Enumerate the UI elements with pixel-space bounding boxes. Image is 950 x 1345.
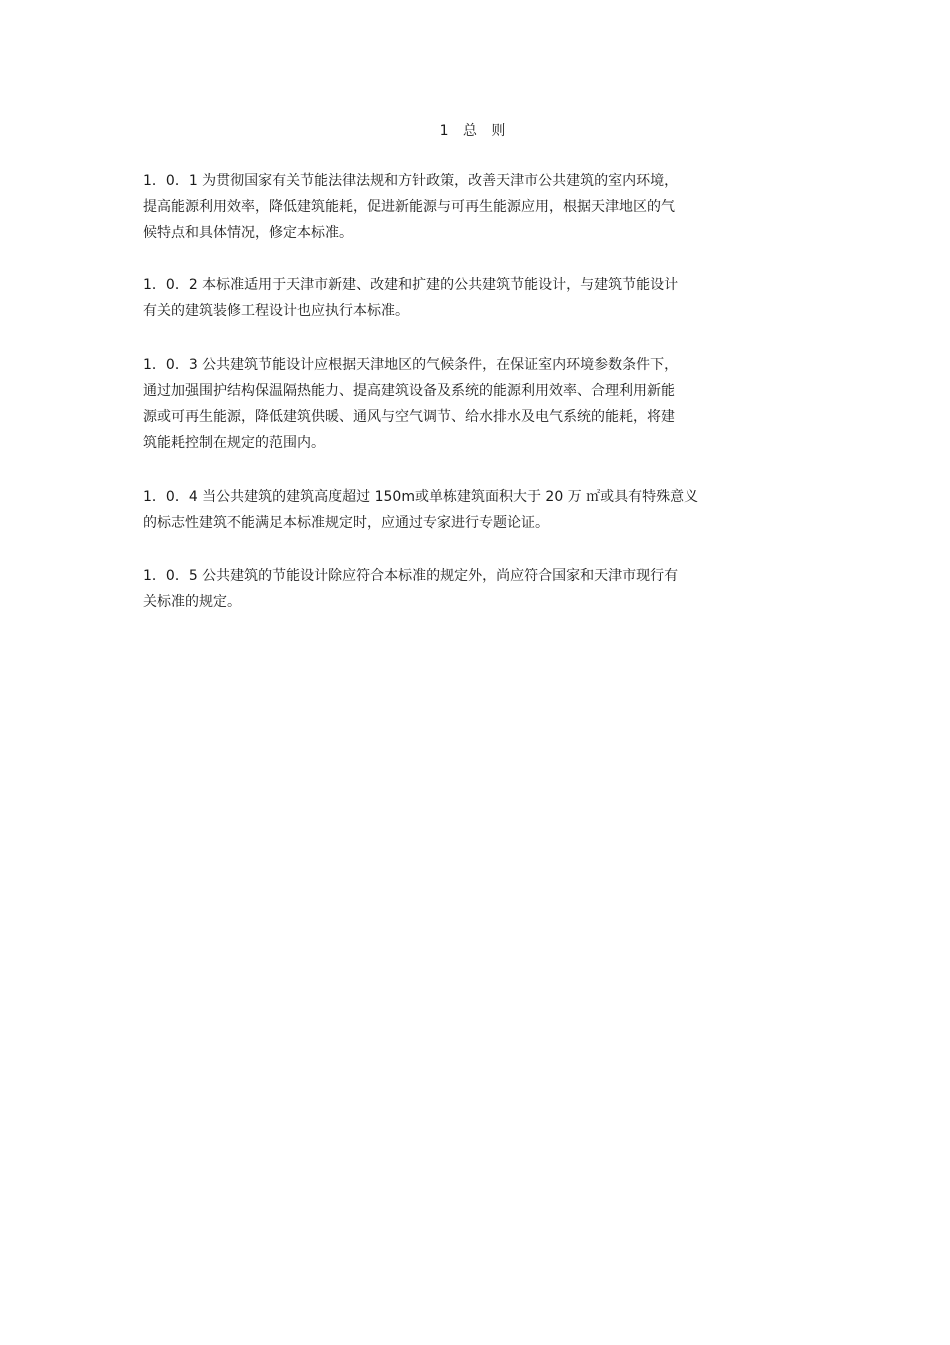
clause-1-0-3 [143,352,678,456]
clause-line: 提高能源利用效率，降低建筑能耗，促进新能源与可再生能源应用，根据天津地区的气 [143,199,675,215]
clause-line: 1．0．3 公共建筑节能设计应根据天津地区的气候条件，在保证室内环境参数条件下， [143,357,679,373]
page-title: 1 总 则 [439,123,511,139]
clause-line: 有关的建筑装修工程设计也应执行本标准。 [143,303,409,319]
clause-line: 1．0．4 当公共建筑的建筑高度超过 150m或单栋建筑面积大于 20 万 ㎡或具有特殊意义 [143,489,699,505]
clause-1-0-5 [143,563,678,615]
clause-line: 筑能耗控制在规定的范围内。 [143,435,325,451]
clause-1-0-1 [143,168,678,246]
clause-1-0-2 [143,272,678,324]
clause-line: 1．0．2 本标准适用于天津市新建、改建和扩建的公共建筑节能设计，与建筑节能设计 [143,277,679,293]
clause-line: 1．0．5 公共建筑的节能设计除应符合本标准的规定外，尚应符合国家和天津市现行有 [143,568,679,584]
clause-line: 源或可再生能源，降低建筑供暖、通风与空气调节、给水排水及电气系统的能耗，将建 [143,409,675,425]
clause-line: 候特点和具体情况，修定本标准。 [143,225,353,241]
clause-line: 1．0．1 为贯彻国家有关节能法律法规和方针政策，改善天津市公共建筑的室内环境， [143,173,679,189]
clause-line: 的标志性建筑不能满足本标准规定时，应通过专家进行专题论证。 [143,515,549,531]
clause-line: 通过加强围护结构保温隔热能力、提高建筑设备及系统的能源利用效率、合理利用新能 [143,383,675,399]
clause-1-0-4 [143,484,698,536]
clause-line: 关标准的规定。 [143,594,241,610]
